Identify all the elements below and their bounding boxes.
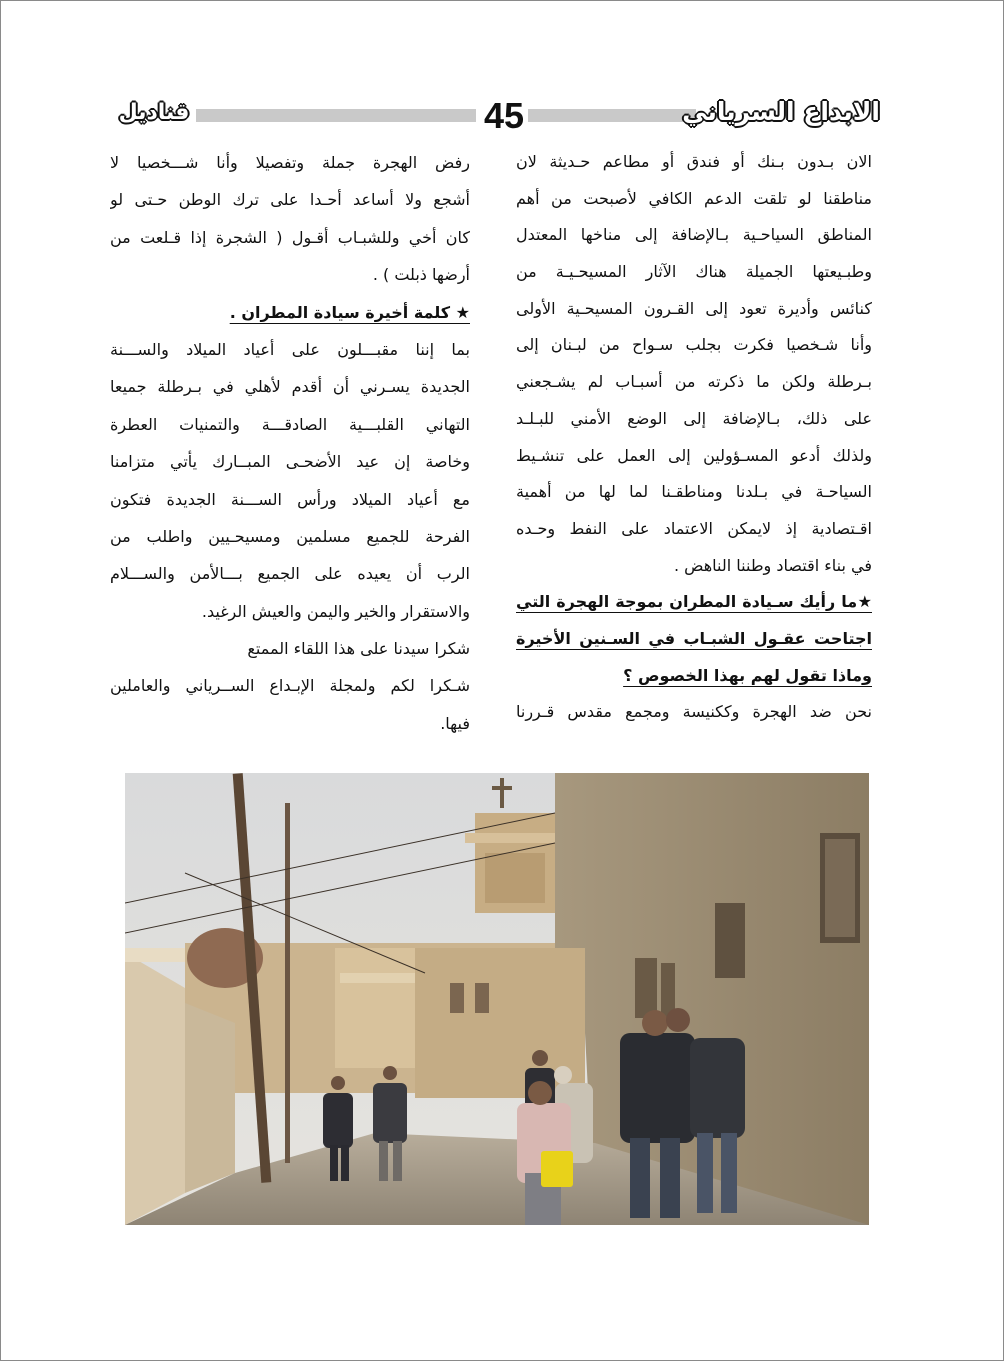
question-line: ★ما رأيك سـيادة المطران بموجة الهجرة التي <box>516 592 872 612</box>
magazine-title: الابداع السرياني <box>682 97 880 126</box>
text-line: الان بـدون بـنك أو فندق أو مطاعم حـديثة لان <box>516 152 872 171</box>
text-line: أرضها ذبلت ) . <box>372 265 470 285</box>
text-line: المناطق السياحـية بـالإضافة إلى مناخها المعتدل <box>516 225 872 245</box>
text-line: كان أخي وللشبـاب أقـول ( الشجرة إذا قـلعت من <box>110 227 470 247</box>
question-heading: ★ كلمة أخيرة سيادة المطران . <box>229 302 470 322</box>
street-photo <box>125 773 869 1225</box>
answer-line: نحن ضد الهجرة وككنيسة ومجمع مقدس قـررنا <box>516 702 872 722</box>
text-line: شكرا سيدنا على هذا اللقاء الممتع <box>247 639 470 659</box>
page-number: 45 <box>483 95 525 136</box>
text-line: الرب أن يعيده على الجميع بـــالأمن والســـلام <box>110 564 470 584</box>
section-title: قناديل <box>118 100 190 125</box>
text-line: بـرطلة ولكن ما ذكرته من أسبـاب لم يشـجعني <box>516 372 872 392</box>
text-line: شـكرا لكم ولمجلة الإبـداع الســرياني والعاملين <box>110 676 470 696</box>
text-line: مناطقنا لو تلقت الدعم الكافي لأصبحت من أهم <box>516 188 872 208</box>
text-line: اقـتصادية إذ لايمكن الاعتماد على النفط وحـده <box>516 518 872 538</box>
text-line: أشجع ولا أساعد أحـدا على ترك الوطن حـتى لو <box>110 190 470 210</box>
text-line: على ذلك، بـالإضافة إلى الوضع الأمني للبـلـد <box>516 408 872 428</box>
question-line: اجتاحت عقـول الشبـاب في السـنين الأخيرة <box>516 628 872 648</box>
text-line: بما إننا مقبـــلون على أعياد الميلاد والســـنة <box>110 339 470 359</box>
text-line: الفرحة للجميع مسلمين ومسيحـيين واطلب من <box>110 526 470 546</box>
text-line: السياحـة في بـلدنا ومناطقـنا لما لها من أهمية <box>516 482 872 502</box>
text-line: فيها. <box>440 713 470 733</box>
right-column <box>516 144 872 731</box>
left-column <box>110 144 470 742</box>
text-line: رفض الهجرة جملة وتفصيلا وأنا شـــخصيا لا <box>110 153 470 172</box>
text-line: والاستقرار والخير واليمن والعيش الرغيد. <box>201 601 470 621</box>
text-line: في بناء اقتصاد وطننا الناهض . <box>673 555 872 575</box>
text-line: مع أعياد الميلاد ورأس الســـنة الجديدة فتكون <box>110 489 470 509</box>
text-line: وأنا شـخصيا فكرت بجلب سـواح من لبـنان إلى <box>516 335 872 355</box>
text-line: وخاصة إن عيد الأضحـى المبــارك يأتي متزامنا <box>110 452 470 472</box>
header-bar-right <box>528 109 696 122</box>
question-line: وماذا تقول لهم بهذا الخصوص ؟ <box>623 665 872 685</box>
text-line: ولذلك أدعو المسـؤولين إلى العمل على تنشـيط <box>516 445 872 465</box>
text-line: كنائس وأديرة تعود إلى القـرون المسيحـية الأولى <box>516 298 872 318</box>
text-line: وطبـيعتها الجميلة هناك الآثار المسيحـيـة من <box>516 262 872 282</box>
text-line: التهاني القلبـــية الصادقـــة والتمنيات العطرة <box>110 414 470 434</box>
text-line: الجديدة يسـرني أن أقدم لأهلي في بـرطلة جميعا <box>110 377 470 397</box>
header-bar-left <box>196 109 476 122</box>
